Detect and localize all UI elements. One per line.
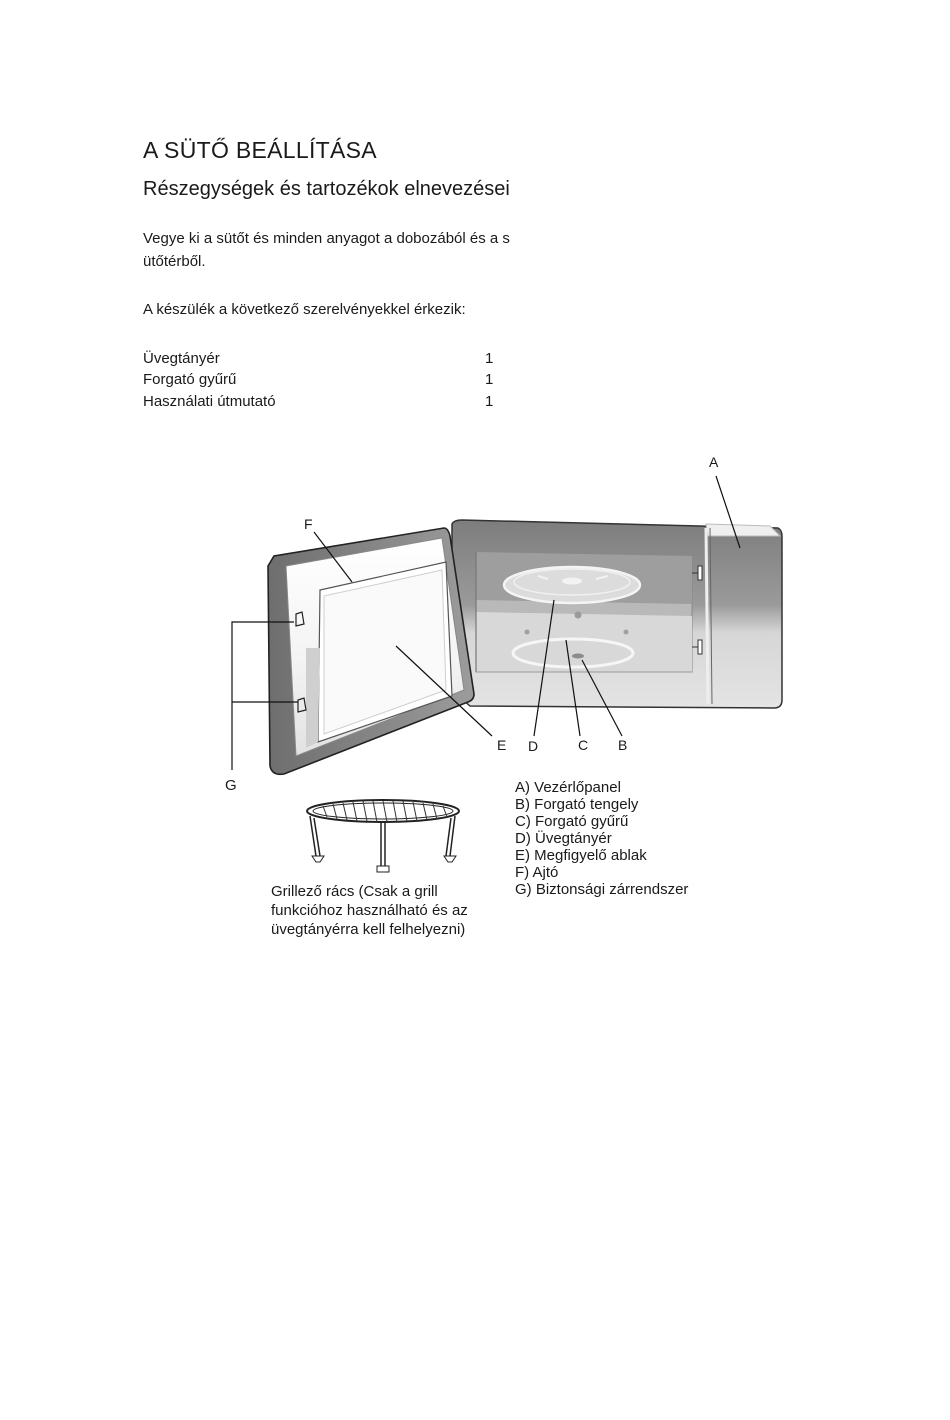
callout-f: F (304, 516, 313, 532)
callout-c: C (578, 737, 589, 753)
caption-line: üvegtányérra kell felhelyezni) (271, 921, 466, 938)
grill-rack (307, 800, 459, 872)
legend-item: D) Üvegtányér (515, 830, 612, 847)
page-title: A SÜTŐ BEÁLLÍTÁSA (143, 137, 377, 163)
page-subtitle: Részegységek és tartozékok elnevezései (143, 178, 510, 200)
intro-line-2: ütőtérből. (143, 253, 206, 270)
accessory-name: Forgató gyűrű (143, 371, 237, 388)
accessory-qty: 1 (485, 371, 494, 388)
legend-item: C) Forgató gyűrű (515, 813, 629, 830)
accessory-qty: 1 (485, 350, 494, 367)
parts-legend (515, 779, 688, 898)
legend-item: E) Megfigyelő ablak (515, 847, 647, 864)
oven-door (268, 528, 474, 774)
grill-rack-caption (271, 882, 468, 939)
callout-b: B (618, 737, 628, 753)
legend-item: A) Vezérlőpanel (515, 779, 621, 796)
accessory-qty: 1 (485, 393, 494, 410)
accessories-intro: A készülék a következő szerelvényekkel érkezik: (143, 301, 466, 318)
callout-a: A (709, 454, 719, 470)
accessory-name: Használati útmutató (143, 393, 276, 410)
caption-line: funkcióhoz használható és az (271, 902, 468, 919)
caption-line: Grillező rács (Csak a grill (271, 883, 438, 900)
intro-line-1: Vegye ki a sütőt és minden anyagot a dobozából és a s (143, 230, 510, 247)
callout-d: D (528, 738, 539, 754)
callout-e: E (497, 737, 507, 753)
callout-g: G (225, 777, 237, 794)
legend-item: G) Biztonsági zárrendszer (515, 881, 689, 898)
legend-item: B) Forgató tengely (515, 796, 639, 813)
legend-item: F) Ajtó (515, 864, 559, 881)
accessory-name: Üvegtányér (143, 350, 220, 367)
